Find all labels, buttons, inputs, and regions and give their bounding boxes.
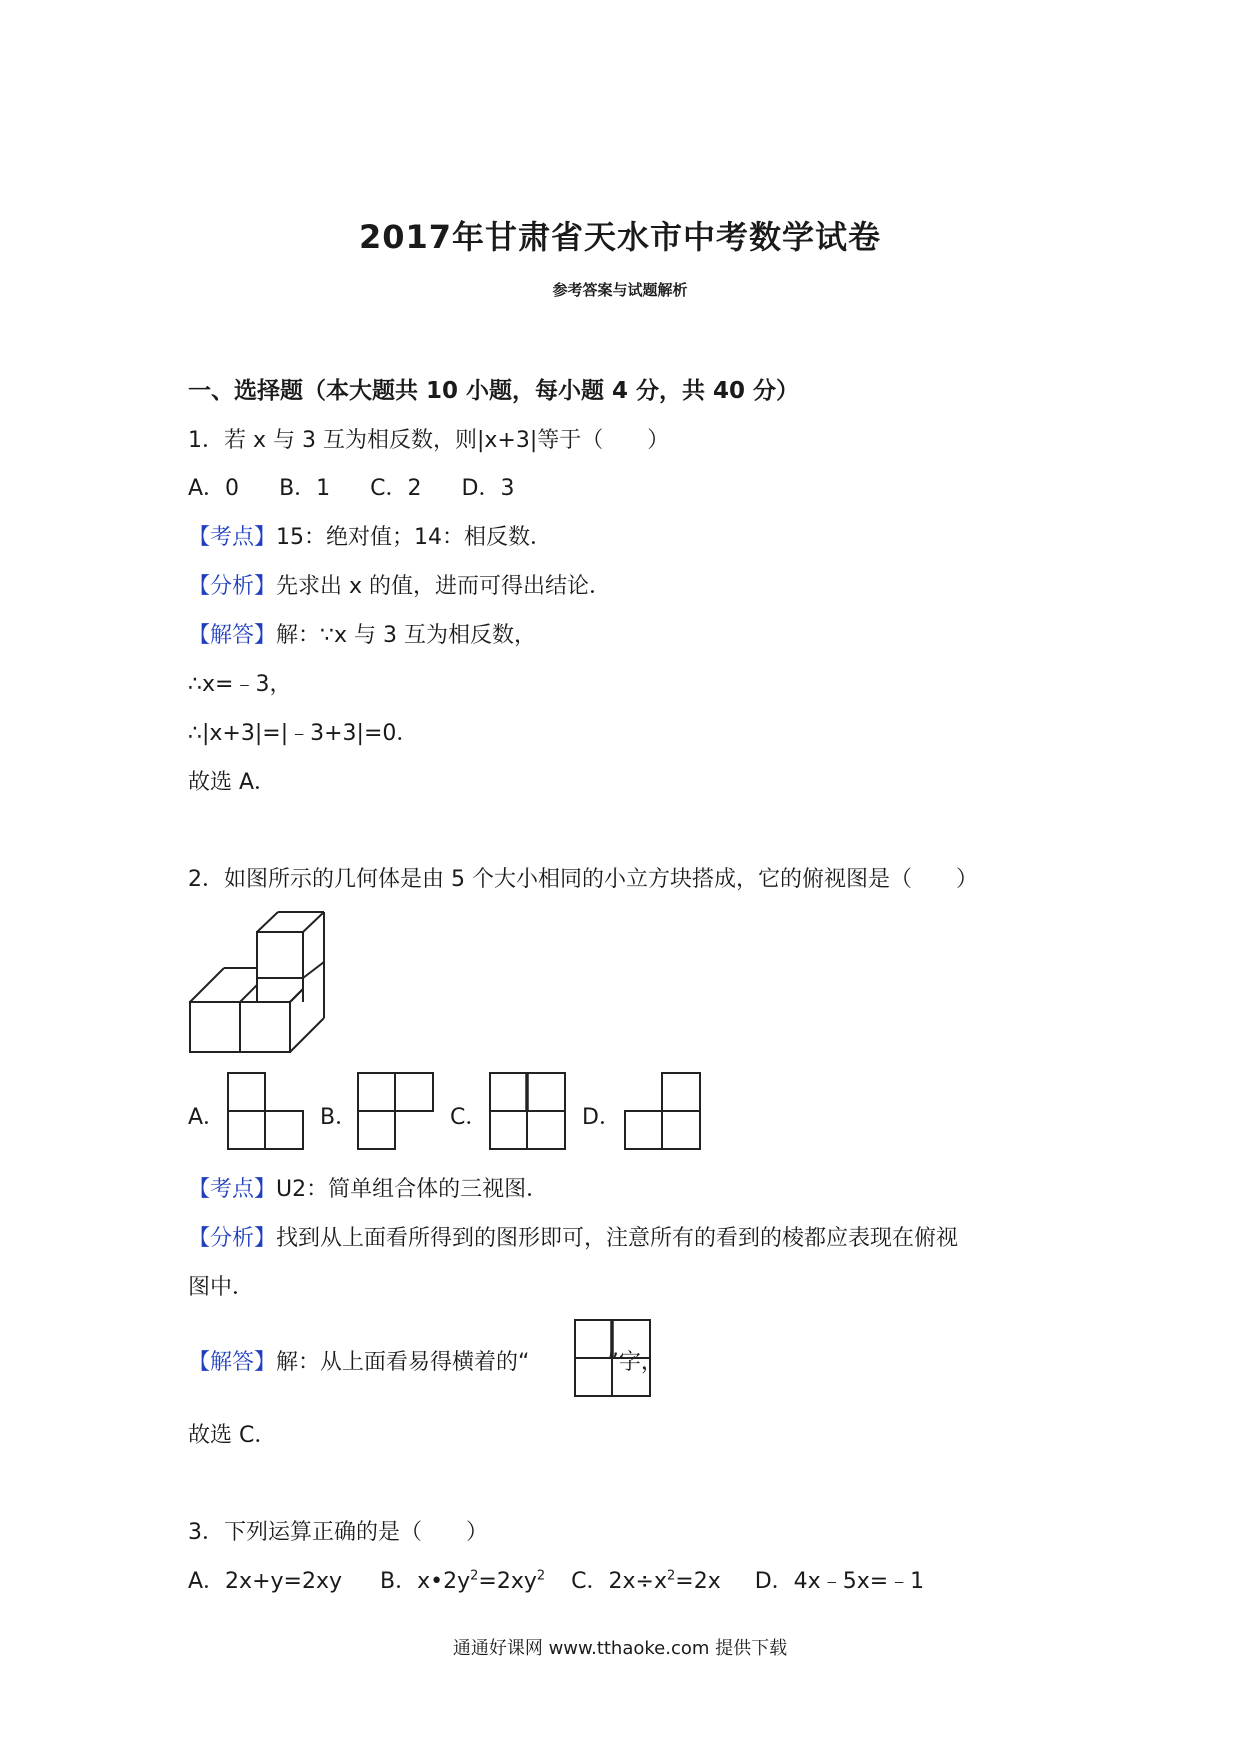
q1-jieda-text: 解：∵x 与 3 互为相反数， bbox=[276, 623, 537, 648]
q3-option-b: B．$x•2y^2=2xy^2$ bbox=[380, 1568, 546, 1594]
q2-option-a-label: A． bbox=[188, 1105, 226, 1130]
q3-option-a: A．2x+y=2xy bbox=[188, 1569, 342, 1594]
q2-answer-figure bbox=[0, 0, 1, 1]
page-footer: 通通好课网 www.tthaoke.com 提供下载 bbox=[452, 1638, 788, 1659]
q2-jieda bbox=[188, 1345, 663, 1376]
kaodian-tag: 【考点】 bbox=[188, 1177, 277, 1202]
page-title: 2017年甘肃省天水市中考数学试卷 bbox=[358, 218, 882, 256]
kaodian-tag: 【考点】 bbox=[188, 525, 277, 550]
q2-fenxi-text: 找到从上面看所得到的图形即可，注意所有的看到的棱都应表现在俯视 bbox=[276, 1226, 959, 1251]
q3-options bbox=[188, 1564, 924, 1595]
fenxi-tag: 【分析】 bbox=[188, 1226, 277, 1251]
q1-option-d: D．3 bbox=[461, 476, 515, 501]
q1-option-c: C．2 bbox=[370, 476, 422, 501]
q1-kaodian bbox=[188, 520, 552, 551]
q2-jieda-text-before: 解：从上面看易得横着的“ bbox=[276, 1350, 530, 1375]
q2-option-c-label: C． bbox=[450, 1105, 488, 1130]
q2-kaodian bbox=[188, 1172, 548, 1203]
q1-jieda bbox=[188, 618, 536, 649]
section-heading: 一、选择题（本大题共 10 小题，每小题 4 分，共 40 分） bbox=[188, 378, 800, 404]
q2-option-d-label: D． bbox=[582, 1105, 621, 1130]
q1-option-b: B．1 bbox=[279, 476, 331, 501]
jieda-tag: 【解答】 bbox=[188, 1350, 277, 1375]
q1-stem: 1．若 x 与 3 互为相反数，则|x+3|等于（ ） bbox=[188, 428, 670, 453]
jieda-tag: 【解答】 bbox=[188, 623, 277, 648]
fenxi-tag: 【分析】 bbox=[188, 574, 277, 599]
q1-step1: ∴x=﹣3， bbox=[188, 672, 292, 697]
q1-kaodian-text: 15：绝对值；14：相反数． bbox=[276, 525, 553, 550]
q1-option-a: A．0 bbox=[188, 476, 240, 501]
q1-options bbox=[188, 471, 554, 502]
q2-kaodian-text: U2：简单组合体的三视图． bbox=[276, 1177, 549, 1202]
q3-option-c: C．$2x\div x^2=2x$ bbox=[571, 1568, 721, 1594]
q1-fenxi bbox=[188, 569, 611, 600]
q2-fenxi-line2: 图中． bbox=[188, 1275, 255, 1300]
q1-fenxi-text: 先求出 x 的值，进而可得出结论． bbox=[276, 574, 612, 599]
q2-answer: 故选 C． bbox=[188, 1423, 277, 1448]
q2-jieda-text-after: ”字， bbox=[607, 1350, 663, 1375]
q2-stem: 2．如图所示的几何体是由 5 个大小相同的小立方块搭成，它的俯视图是（ ） bbox=[188, 867, 978, 892]
q2-option-b-label: B． bbox=[320, 1105, 358, 1130]
q3-stem: 3．下列运算正确的是（ ） bbox=[188, 1520, 488, 1545]
q2-fenxi bbox=[188, 1221, 958, 1252]
q1-step2: ∴|x+3|=|﹣3+3|=0． bbox=[188, 721, 419, 746]
page-subtitle: 参考答案与试题解析 bbox=[552, 281, 688, 299]
q3-option-d: D．4x﹣5x=﹣1 bbox=[754, 1569, 925, 1594]
q1-answer: 故选 A． bbox=[188, 770, 277, 795]
